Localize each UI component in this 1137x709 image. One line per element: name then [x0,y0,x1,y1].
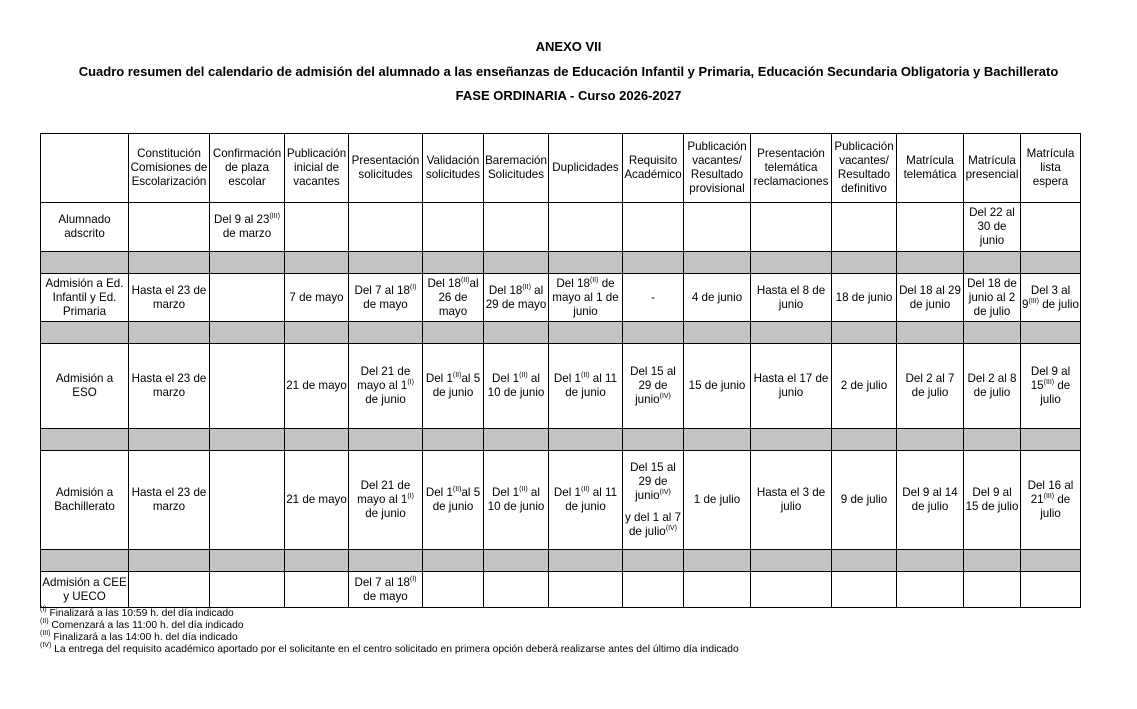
cell-empty [210,344,285,429]
footnote-mark: (IV) [40,642,52,649]
footnote-mark: (II) [519,486,528,493]
header-cell: Requisito Académico [623,134,684,203]
footnote-mark: (I) [407,493,414,500]
cell-presentacion [349,274,423,322]
footnote-mark: (I) [409,283,417,291]
row-label: Alumnado adscrito [41,203,129,252]
document-titles [0,36,1137,110]
footnote-mark: (II) [581,372,590,379]
cell-empty [897,572,964,608]
header-cell: Constitución Comisiones de Escolarización [129,134,210,203]
cell-text: al 11 de junio [565,372,618,399]
cell-empty [897,203,964,252]
document-title: Cuadro resumen del calendario de admisión del alumnado a las enseñanzas de Educación Infantil y Primaria, Educación Secundaria Obligatoria y Bachillerato [78,63,1059,79]
cell-text: Del 16 al 21 [1027,479,1074,506]
cell-validacion [423,274,484,322]
cell-provisional: 15 de junio [684,344,751,429]
footnote-mark: (II) [519,372,528,379]
row-eso [41,344,1081,429]
footnote [40,608,739,620]
cell-telematica: Del 9 al 14 de julio [897,451,964,550]
cell-empty [210,274,285,322]
separator-row [41,252,1081,274]
separator-row [41,429,1081,451]
cell-baremacion [484,344,549,429]
cell-text: Del 1 [553,372,581,385]
header-cell: Matrícula lista espera [1021,134,1081,203]
cell-baremacion [484,451,549,550]
footnote [40,644,739,656]
footnote-text: La entrega del requisito académico aportado por el solicitante en el centro solicitado en primera opción deberá realizarse antes del último día indicado [51,644,739,655]
cell-validacion [423,451,484,550]
cell-telematica: Del 18 al 29 de junio [897,274,964,322]
header-cell: Publicación inicial de vacantes [285,134,349,203]
header-cell: Duplicidades [549,134,623,203]
cell-text: Del 7 al 18 [354,283,410,297]
row-label: Admisión a Bachillerato [41,451,129,550]
cell-text: Del 9 al 15 [1030,365,1071,392]
cell-empty [285,572,349,608]
cell-text: al 10 de junio [487,372,545,399]
cell-text: Del 1 [492,486,520,499]
row-label: Admisión a CEE y UECO [41,572,129,608]
header-cell [41,134,129,203]
footnote-mark: (IV) [659,489,671,496]
separator-row [41,322,1081,344]
cell-reclamaciones: Hasta el 8 de junio [751,274,832,322]
cell-provisional: 1 de julio [684,451,751,550]
footnote-mark: (III) [1028,297,1039,305]
footnote-mark: (II) [452,486,462,493]
cell-text: de julio [1040,379,1071,406]
cell-text: Del 18 [556,276,590,290]
cell-text: Del 3 al 9 [1022,283,1071,311]
cell-presencial: Del 22 al 30 de junio [964,203,1021,252]
footnote-mark: (II) [522,283,531,291]
cell-presentacion [349,572,423,608]
cell-text: Del 21 de mayo al 1 [357,365,411,392]
row-cee-ueco [41,572,1081,608]
cell-text: al 26 de mayo [438,276,479,318]
footnote-mark: (II) [589,276,599,284]
cell-text: al 5 de junio [432,372,481,399]
cell-text: al 10 de junio [487,486,545,513]
header-cell: Presentación solicitudes [349,134,423,203]
cell-espera [1021,344,1081,429]
cell-telematica: Del 2 al 7 de julio [897,344,964,429]
footnote-mark: (IV) [665,525,678,532]
annex-title: ANEXO VII [535,39,602,54]
cell-text: Del 15 al 29 de junio [630,365,676,406]
phase-title: FASE ORDINARIA - Curso 2026-2027 [455,88,682,103]
cell-empty [129,203,210,252]
cell-empty [832,203,897,252]
row-alumnado-adscrito [41,203,1081,252]
header-cell: Publicación vacantes/ Resultado provisional [684,134,751,203]
cell-definitivo: 9 de julio [832,451,897,550]
row-infantil-primaria [41,274,1081,322]
cell-text: de julio [1040,493,1071,520]
footnote-text: Comenzará a las 11:00 h. del día indicado [48,620,244,631]
cell-empty [1021,203,1081,252]
cell-empty [484,203,549,252]
cell-empty [751,572,832,608]
footnote-mark: (I) [40,606,47,613]
cell-comisiones: Hasta el 23 de marzo [129,344,210,429]
cell-second-line [624,511,682,539]
footnote-mark: (IV) [659,393,671,400]
footnote-mark: (II) [460,276,470,284]
cell-vacantes-inicial: 21 de mayo [285,344,349,429]
footnote-mark: (III) [40,630,51,637]
cell-empty [549,572,623,608]
footnote-mark: (III) [269,213,280,220]
cell-text: Del 18 [427,276,461,290]
cell-empty [623,572,684,608]
row-label: Admisión a Ed. Infantil y Ed. Primaria [41,274,129,322]
admission-calendar-table [40,133,1081,608]
cell-baremacion [484,274,549,322]
cell-text: de mayo al 1 de junio [552,276,619,318]
cell-duplicidades [549,344,623,429]
cell-text: y del 1 al 7 de julio [624,511,682,538]
cell-empty [129,572,210,608]
footnote-mark: (II) [452,372,462,379]
cell-empty [684,572,751,608]
cell-empty [285,203,349,252]
cell-text: Del 7 al 18 [354,575,410,589]
row-bachillerato [41,451,1081,550]
cell-empty [549,203,623,252]
cell-text: Del 1 [492,372,520,385]
cell-empty [684,203,751,252]
footnote-text: Finalizará a las 10:59 h. del día indicado [46,608,234,619]
row-label: Admisión a ESO [41,344,129,429]
cell-text: de marzo [222,227,272,240]
cell-empty [423,572,484,608]
cell-duplicidades [549,451,623,550]
cell-text: de junio [365,507,406,520]
cell-definitivo: 18 de junio [832,274,897,322]
header-cell: Presentación telemática reclamaciones [751,134,832,203]
footnote-text: Finalizará a las 14:00 h. del día indicado [50,632,238,643]
cell-text: de julio [1038,297,1079,311]
cell-text: al 29 de mayo [485,283,547,311]
separator-row [41,550,1081,572]
cell-provisional: 4 de junio [684,274,751,322]
cell-requisito [623,344,684,429]
cell-text: Del 21 de mayo al 1 [357,479,411,506]
cell-reclamaciones: Hasta el 17 de junio [751,344,832,429]
cell-empty [349,203,423,252]
cell-empty [210,572,285,608]
cell-text: al 11 de junio [565,486,618,513]
cell-espera [1021,451,1081,550]
cell-requisito: - [623,274,684,322]
cell-empty [1021,572,1081,608]
cell-validacion [423,344,484,429]
cell-vacantes-inicial: 7 de mayo [285,274,349,322]
cell-presencial: Del 18 de junio al 2 de julio [964,274,1021,322]
footnote [40,632,739,644]
cell-empty [751,203,832,252]
cell-text: Del 15 al 29 de junio [630,461,676,502]
cell-text: de mayo [363,297,408,311]
cell-text: Del 18 [488,283,523,297]
cell-comisiones: Hasta el 23 de marzo [129,451,210,550]
footnote-mark: (II) [581,486,590,493]
cell-presencial: Del 2 al 8 de julio [964,344,1021,429]
header-cell: Matrícula presencial [964,134,1021,203]
cell-text: Del 9 al 23 [214,213,270,226]
cell-text: de mayo [363,589,408,603]
cell-requisito [623,451,684,550]
header-cell: Matrícula telemática [897,134,964,203]
footnote-mark: (I) [409,575,417,583]
footnotes [40,608,739,656]
cell-confirmacion [210,203,285,252]
cell-text: Del 1 [553,486,581,499]
footnote [40,620,739,632]
cell-empty [964,572,1021,608]
cell-presentacion [349,451,423,550]
header-cell: Confirmación de plaza escolar [210,134,285,203]
header-cell: Baremación Solicitudes [484,134,549,203]
cell-reclamaciones: Hasta el 3 de julio [751,451,832,550]
cell-presentacion [349,344,423,429]
cell-duplicidades [549,274,623,322]
header-cell: Validación solicitudes [423,134,484,203]
cell-empty [210,451,285,550]
cell-text: de junio [365,393,406,406]
cell-text: al 5 de junio [432,486,481,513]
cell-empty [832,572,897,608]
footnote-mark: (II) [40,618,49,625]
footnote-mark: (III) [1043,379,1055,386]
cell-empty [623,203,684,252]
cell-empty [484,572,549,608]
footnote-mark: (I) [407,379,414,386]
header-row [41,134,1081,203]
cell-vacantes-inicial: 21 de mayo [285,451,349,550]
cell-presencial: Del 9 al 15 de julio [964,451,1021,550]
cell-definitivo: 2 de julio [832,344,897,429]
cell-comisiones: Hasta el 23 de marzo [129,274,210,322]
cell-empty [423,203,484,252]
cell-espera [1021,274,1081,322]
header-cell: Publicación vacantes/ Resultado definitivo [832,134,897,203]
footnote-mark: (III) [1043,493,1055,500]
cell-text: Del 1 [425,486,453,499]
cell-text: Del 1 [425,372,453,385]
